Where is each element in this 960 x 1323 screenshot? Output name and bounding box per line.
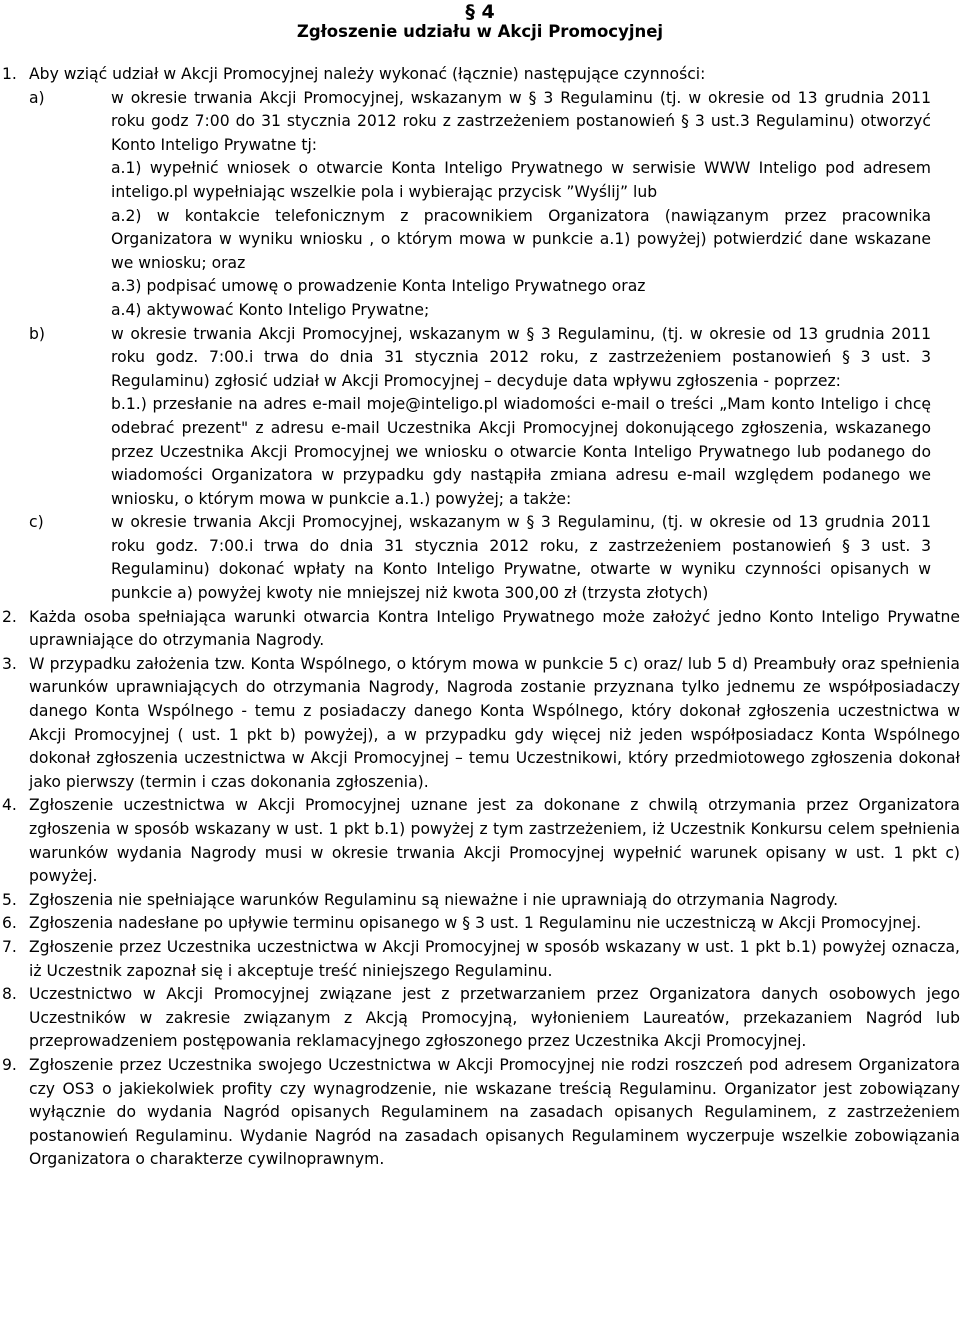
item-text: W przypadku założenia tzw. Konta Wspólnego, o którym mowa w punkcie 5 c) oraz/ lub 5 d) Preambuły oraz spełnienia warunków uprawniających do otrzymania Nagrody, Nagroda zostanie przyznana tylko jednemu ze współposiadaczy danego Konta Wspólnego - temu z posiadaczy danego Konta Wspólnego, który dokonał zgłoszenia uczestnictwa w Akcji Promocyjnej ( ust. 1 pkt b) powyżej), a w przypadku gdy więcej niż jeden współposiadacz Konta Wspólnego dokonał zgłoszenia uczestnictwa w Akcji Promocyjnej – temu Uczestnikowi, który przedmiotowego zgłoszenia dokonał jako pierwszy (termin i czas dokonania zgłoszenia). <box>29 654 960 791</box>
item-number: 9. <box>2 1055 17 1074</box>
item-number: 5. <box>2 890 17 909</box>
step-a2: a.2) w kontakcie telefonicznym z pracownikiem Organizatora (nawiązanym przez pracownika Organizatora w wyniku wniosku , o którym mowa w punkcie a.1) powyżej) potwierdzić dane wskazane we wniosku; oraz <box>111 206 931 272</box>
step-a3: a.3) podpisać umowę o prowadzenie Konta Inteligo Prywatnego oraz <box>111 277 646 296</box>
item-text: Uczestnictwo w Akcji Promocyjnej związane jest z przetwarzaniem przez Organizatora danych osobowych jego Uczestników w zakresie związanym z Akcją Promocyjną, wyłonieniem Laureatów, przekazaniem Nagród lub przeprowadzeniem postępowania reklamacyjnego zgłoszonego przez Uczestnika Akcji Promocyjnej. <box>29 985 960 1051</box>
item-text: Zgłoszenie przez Uczestnika uczestnictwa w Akcji Promocyjnej w sposób wskazany w ust. 1 pkt b.1) powyżej oznacza, iż Uczestnik zapoznał się i akceptuje treść niniejszego Regulaminu. <box>29 937 960 980</box>
item-text: Zgłoszenie uczestnictwa w Akcji Promocyjnej uznane jest za dokonane z chwilą otrzymania przez Organizatora zgłoszenia w sposób wskazany w ust. 1 pkt b.1) powyżej z tym zastrzeżeniem, iż Uczestnik Konkursu celem spełnienia warunków wydania Nagrody musi w okresie trwania Akcji Promocyjnej wypełnić warunek opisany w ust. 1 pkt c) powyżej. <box>29 796 960 886</box>
step-a1: a.1) wypełnić wniosek o otwarcie Konta Inteligo Prywatnego w serwisie WWW Inteligo pod adresem inteligo.pl wypełniając wszelkie pola i wybierając przycisk ”Wyślij” lub <box>111 159 931 201</box>
subitem-text: w okresie trwania Akcji Promocyjnej, wskazanym w § 3 Regulaminu, (tj. w okresie od 13 grudnia 2011 roku godz. 7:00.i trwa do dnia 31 stycznia 2012 roku, z zastrzeżeniem postanowień § 3 ust. 3 Regulaminu) dokonać wpłaty na Konto Inteligo Prywatne, otwarte w wyniku czynności opisanych w punkcie a) powyżej kwoty nie mniejszej niż kwota 300,00 zł (trzysta złotych) <box>111 513 931 603</box>
item-text: Zgłoszenia nie spełniające warunków Regulaminu są nieważne i nie uprawniają do otrzymania Nagrody. <box>29 890 839 909</box>
subitem-a <box>0 87 931 158</box>
document-body <box>0 63 960 1172</box>
subitem-c <box>0 511 931 605</box>
list-item-5 <box>0 889 960 913</box>
subitem-text: w okresie trwania Akcji Promocyjnej, wskazanym w § 3 Regulaminu (tj. w okresie od 13 grudnia 2011 roku godz 7:00 do 31 stycznia 2012 roku z zastrzeżeniem postanowień § 3 ust.3 Regulaminu) otworzyć Konto Inteligo Prywatne tj: <box>111 88 931 154</box>
list-item-1 <box>0 63 960 87</box>
item-number: 3. <box>2 654 17 673</box>
list-item-4 <box>0 794 960 888</box>
item-number: 2. <box>2 607 17 626</box>
subitem-text: w okresie trwania Akcji Promocyjnej, wskazanym w § 3 Regulaminu, (tj. w okresie od 13 grudnia 2011 roku godz. 7:00.i trwa do dnia 31 stycznia 2012 roku, z zastrzeżeniem postanowień § 3 ust. 3 Regulaminu) zgłosić udział w Akcji Promocyjnej – decyduje data wpływu zgłoszenia - poprzez: <box>111 324 931 390</box>
subitem-letter: b) <box>29 324 45 343</box>
list-item-3 <box>0 653 960 795</box>
list-item-7 <box>0 936 960 983</box>
section-heading: § 4 <box>465 1 495 23</box>
list-item-2 <box>0 606 960 653</box>
item-number: 6. <box>2 914 17 933</box>
subitem-letter: c) <box>29 513 44 532</box>
list-item-9 <box>0 1054 960 1172</box>
item-text: Każda osoba spełniająca warunki otwarcia Kontra Inteligo Prywatnego może założyć jedno Konto Inteligo Prywatne uprawniające do otrzymania Nagrody. <box>29 607 960 650</box>
item-number: 8. <box>2 985 17 1004</box>
subitem-letter: a) <box>29 88 45 107</box>
section-title: Zgłoszenie udziału w Akcji Promocyjnej <box>296 22 664 41</box>
list-item-6 <box>0 912 960 936</box>
item-number: 1. <box>2 65 17 83</box>
item-text: Zgłoszenie przez Uczestnika swojego Uczestnictwa w Akcji Promocyjnej nie rodzi roszczeń pod adresem Organizatora czy OS3 o jakiekolwiek profity czy wynagrodzenie, nie wskazane treścią Regulaminu. Organizator jest zobowiązany wyłącznie do wydania Nagród opisanych Regulaminem na zasadach opisanych Regulaminem, z zastrzeżeniem postanowień Regulaminu. Wydanie Nagród na zasadach opisanych Regulaminem wyczerpuje wszelkie zobowiązania Organizatora o charakterze cywilnoprawnym. <box>29 1055 960 1169</box>
subitem-b <box>0 323 931 394</box>
item-text: Aby wziąć udział w Akcji Promocyjnej należy wykonać (łącznie) następujące czynności: <box>29 65 706 83</box>
item-text: Zgłoszenia nadesłane po upływie terminu opisanego w § 3 ust. 1 Regulaminu nie uczestniczą w Akcji Promocyjnej. <box>29 914 922 933</box>
step-b1: b.1.) przesłanie na adres e-mail moje@inteligo.pl wiadomości e-mail o treści „Mam konto Inteligo i chcę odebrać prezent" z adresu e-mail Uczestnika Akcji Promocyjnej dokonującego zgłoszenia, wskazanego przez Uczestnika Akcji Promocyjnej we wniosku o otwarcie Konta Inteligo Prywatnego lub podanego do wiadomości Organizatora w przypadku gdy nastąpiła zmiana adresu e-mail względem podanego we wniosku, o którym mowa w punkcie a.1.) powyżej; a także: <box>111 395 931 508</box>
list-item-8 <box>0 983 960 1054</box>
item-number: 7. <box>2 937 17 956</box>
item-number: 4. <box>2 796 17 815</box>
step-a4: a.4) aktywować Konto Inteligo Prywatne; <box>111 300 430 319</box>
